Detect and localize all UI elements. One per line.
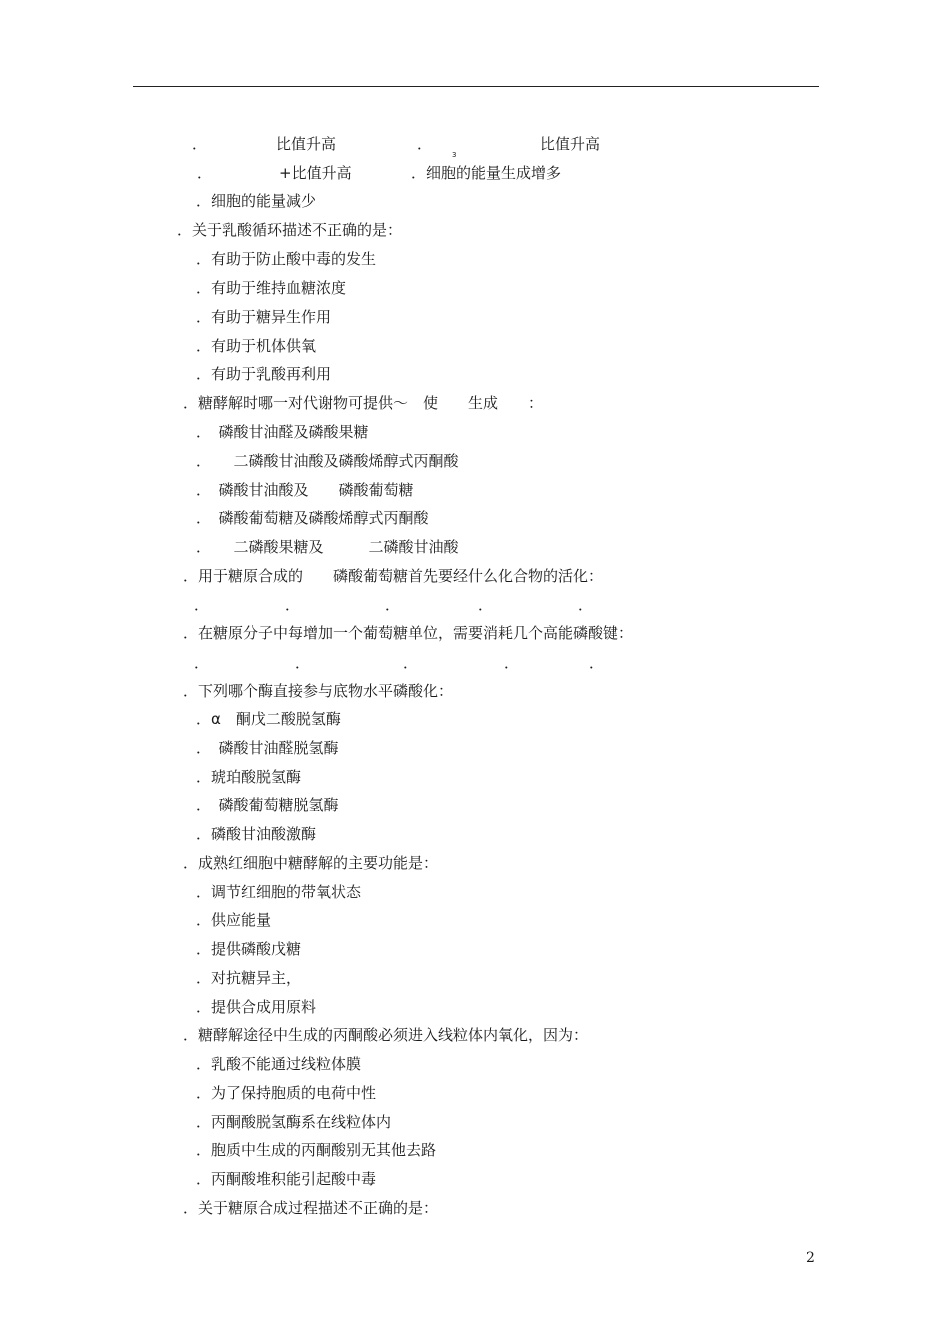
question-stem: ．关于糖原合成过程描述不正确的是： — [183, 1199, 439, 1217]
fragment-text: ．细胞的能量生成增多 — [411, 164, 562, 182]
option: ．提供合成用原料 — [196, 998, 317, 1016]
question-stem: ．用于糖原合成的 磷酸葡萄糖首先要经什么化合物的活化： — [183, 567, 604, 585]
option-dot: ． — [295, 654, 311, 672]
option-dot: ． — [403, 654, 419, 672]
option: ．磷酸甘油酸激酶 — [196, 825, 317, 843]
option: ．丙酮酸脱氢酶系在线粒体内 — [196, 1113, 392, 1131]
option: ．有助于维持血糖浓度 — [196, 279, 347, 297]
option: ．对抗糖异主， — [196, 969, 302, 987]
fragment-text: ．细胞的能量减少 — [196, 192, 317, 210]
question-stem: ．在糖原分子中每增加一个葡萄糖单位，需要消耗几个高能磷酸键： — [183, 624, 634, 642]
option: ．琥珀酸脱氢酶 — [196, 768, 302, 786]
fragment-dot: ． — [192, 135, 208, 153]
option: ．丙酮酸堆积能引起酸中毒 — [196, 1170, 377, 1188]
option-dot: ． — [385, 596, 401, 614]
option-dot: ． — [194, 596, 210, 614]
option-dot: ． — [504, 654, 520, 672]
option: ．有助于防止酸中毒的发生 — [196, 250, 377, 268]
option: ．供应能量 — [196, 911, 272, 929]
option-dot: ． — [578, 596, 594, 614]
option: ．胞质中生成的丙酮酸别无其他去路 — [196, 1141, 437, 1159]
option: ．有助于糖异生作用 — [196, 308, 332, 326]
option: ．有助于乳酸再利用 — [196, 365, 332, 383]
question-stem: ．关于乳酸循环描述不正确的是： — [177, 221, 403, 239]
option: ．为了保持胞质的电荷中性 — [196, 1084, 377, 1102]
option-dot: ． — [285, 596, 301, 614]
option-dot: ． — [194, 654, 210, 672]
option: ．α 酮戊二酸脱氢酶 — [196, 710, 341, 728]
question-stem: ．成熟红细胞中糖酵解的主要功能是： — [183, 854, 439, 872]
option-dot: ． — [589, 654, 605, 672]
question-stem: ．糖酵解途径中生成的丙酮酸必须进入线粒体内氧化，因为： — [183, 1026, 589, 1044]
fragment-subscript: 3 — [452, 151, 457, 159]
fragment-text: +比值升高 — [279, 164, 352, 182]
option: ． 磷酸甘油酸及 磷酸葡萄糖 — [196, 481, 414, 499]
question-stem: ．下列哪个酶直接参与底物水平磷酸化： — [183, 682, 454, 700]
option: ． 二磷酸果糖及 二磷酸甘油酸 — [196, 538, 459, 556]
option: ．乳酸不能通过线粒体膜 — [196, 1055, 362, 1073]
option: ． 磷酸甘油醛脱氢酶 — [196, 739, 339, 757]
option: ．提供磷酸戊糖 — [196, 940, 302, 958]
option: ． 磷酸葡萄糖脱氢酶 — [196, 796, 339, 814]
option: ． 磷酸甘油醛及磷酸果糖 — [196, 423, 369, 441]
option-dot: ． — [478, 596, 494, 614]
fragment-dot: ． — [197, 164, 213, 182]
option: ． 磷酸葡萄糖及磷酸烯醇式丙酮酸 — [196, 509, 429, 527]
fragment-text: 比值升高 — [540, 135, 601, 153]
option: ．调节红细胞的带氧状态 — [196, 883, 362, 901]
page-number: 2 — [806, 1250, 815, 1266]
header-rule — [133, 86, 819, 87]
option: ． 二磷酸甘油酸及磷酸烯醇式丙酮酸 — [196, 452, 459, 470]
option: ．有助于机体供氧 — [196, 337, 317, 355]
fragment-text: 比值升高 — [276, 135, 337, 153]
question-stem: ．糖酵解时哪一对代谢物可提供～ 使 生成 ： — [183, 394, 544, 412]
fragment-dot: ． — [417, 135, 433, 153]
